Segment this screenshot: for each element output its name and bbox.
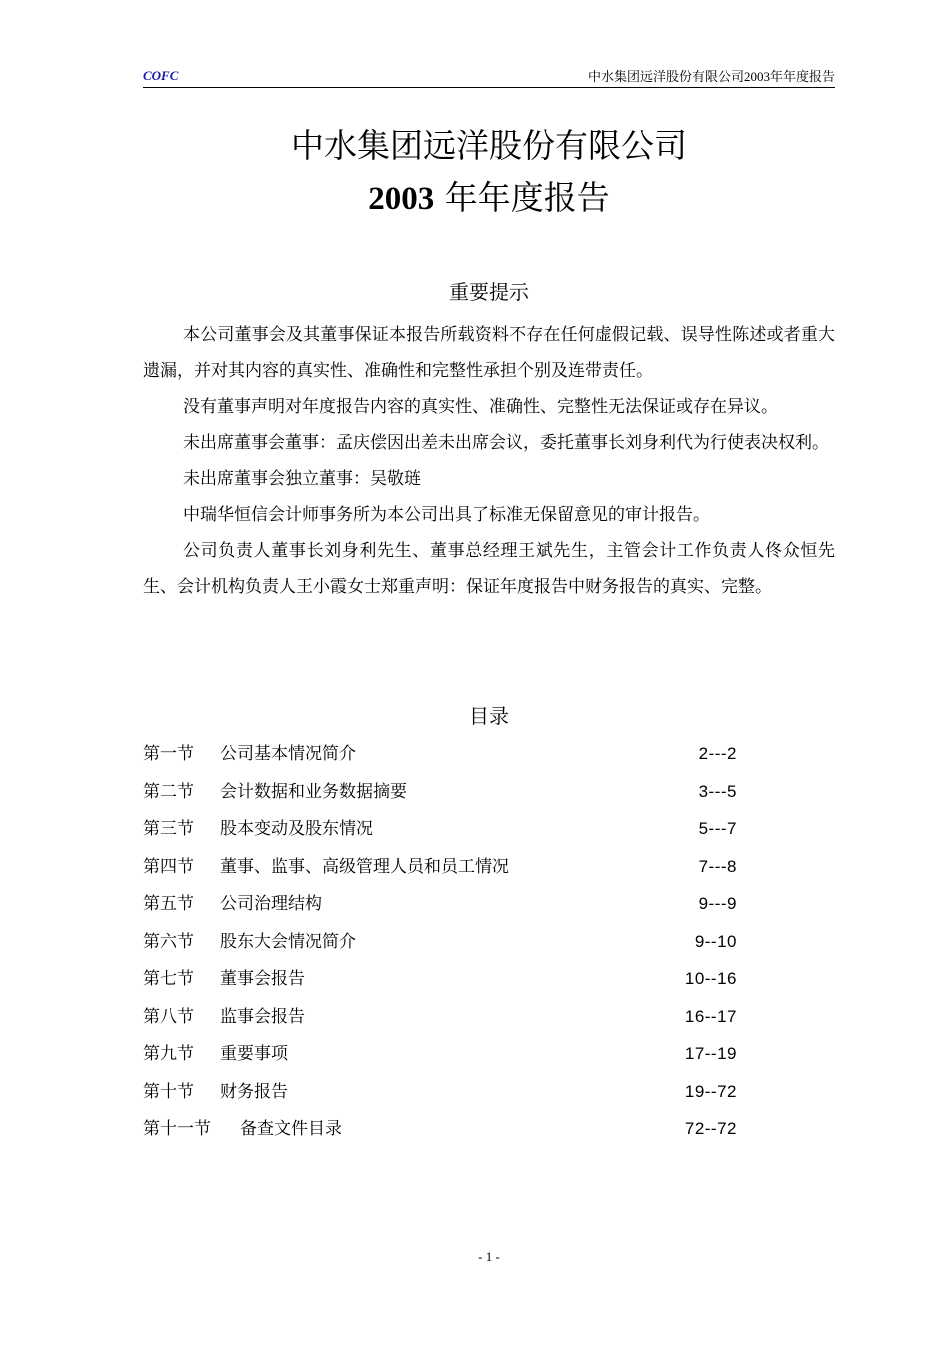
toc-section-number: 第三节 — [143, 819, 194, 839]
toc-section-number: 第十一节 — [143, 1119, 211, 1139]
toc-section-number: 第八节 — [143, 1006, 194, 1027]
toc-page-range: 17--19 — [684, 1044, 737, 1063]
toc-page-range: 72--72 — [684, 1119, 737, 1138]
toc-page-range: 9--10 — [694, 931, 737, 951]
toc-item — [143, 1078, 743, 1116]
report-title-text: 年年度报告 — [444, 178, 610, 217]
toc-item — [143, 965, 743, 1003]
notice-heading: 重要提示 — [449, 280, 529, 304]
toc-title: 公司治理结构 — [220, 894, 322, 914]
toc-title: 会计数据和业务数据摘要 — [220, 781, 407, 802]
toc-section-number: 第四节 — [143, 856, 194, 877]
report-year: 2003 — [368, 181, 435, 217]
toc-title: 监事会报告 — [220, 1006, 305, 1027]
notice-paragraph: 中瑞华恒信会计师事务所为本公司出具了标准无保留意见的审计报告。 — [183, 505, 710, 525]
page-number: - 1 - — [478, 1249, 500, 1264]
toc-section-number: 第一节 — [143, 744, 194, 764]
toc-item — [143, 740, 743, 778]
toc-item — [143, 1115, 743, 1153]
report-title — [143, 172, 835, 219]
toc-page-range: 16--17 — [684, 1006, 737, 1026]
toc-title: 董事、监事、高级管理人员和员工情况 — [220, 856, 509, 877]
notice-paragraph: 没有董事声明对年度报告内容的真实性、准确性、完整性无法保证或存在异议。 — [183, 397, 778, 417]
toc-page-range: 2---2 — [698, 744, 737, 763]
toc-page-range: 19--72 — [684, 1081, 737, 1101]
toc-page-range: 5---7 — [698, 819, 737, 838]
toc-page-range: 9---9 — [698, 894, 737, 913]
table-of-contents — [143, 740, 743, 1153]
notice-body — [143, 317, 835, 605]
toc-item — [143, 1040, 743, 1078]
toc-item — [143, 815, 743, 853]
toc-section-number: 第六节 — [143, 931, 194, 952]
notice-paragraph: 公司负责人董事长刘身利先生、董事总经理王斌先生，主管会计工作负责人佟众恒先生、会计机构负责人王小霞女士郑重声明：保证年度报告中财务报告的真实、完整。 — [143, 541, 835, 597]
toc-title: 公司基本情况简介 — [220, 744, 356, 764]
notice-paragraph: 本公司董事会及其董事保证本报告所载资料不存在任何虚假记载、误导性陈述或者重大遗漏，并对其内容的真实性、准确性和完整性承担个别及连带责任。 — [143, 325, 835, 381]
toc-title: 董事会报告 — [220, 969, 305, 989]
toc-title: 重要事项 — [220, 1044, 288, 1064]
toc-page-range: 10--16 — [684, 969, 737, 988]
page-header — [143, 66, 835, 88]
toc-item — [143, 928, 743, 966]
toc-title: 股本变动及股东情况 — [220, 819, 373, 839]
toc-item — [143, 890, 743, 928]
toc-section-number: 第五节 — [143, 894, 194, 914]
company-title: 中水集团远洋股份有限公司 — [291, 126, 687, 165]
toc-section-number: 第九节 — [143, 1044, 194, 1064]
toc-page-range: 7---8 — [698, 856, 737, 876]
toc-page-range: 3---5 — [698, 781, 737, 801]
toc-item — [143, 853, 743, 891]
header-doc-title: 中水集团远洋股份有限公司2003年年度报告 — [587, 69, 835, 84]
toc-section-number: 第七节 — [143, 969, 194, 989]
toc-heading: 目录 — [469, 704, 509, 728]
toc-title: 财务报告 — [220, 1081, 288, 1102]
header-brand: COFC — [143, 68, 179, 83]
header-divider — [143, 87, 835, 88]
notice-paragraph: 未出席董事会董事：孟庆偿因出差未出席会议，委托董事长刘身利代为行使表决权利。 — [183, 433, 829, 453]
toc-item — [143, 778, 743, 816]
toc-section-number: 第二节 — [143, 781, 194, 802]
toc-item — [143, 1003, 743, 1041]
toc-title: 股东大会情况简介 — [220, 931, 356, 952]
toc-section-number: 第十节 — [143, 1081, 194, 1102]
toc-title: 备查文件目录 — [240, 1119, 342, 1139]
notice-paragraph: 未出席董事会独立董事：吴敬琏 — [183, 469, 421, 489]
